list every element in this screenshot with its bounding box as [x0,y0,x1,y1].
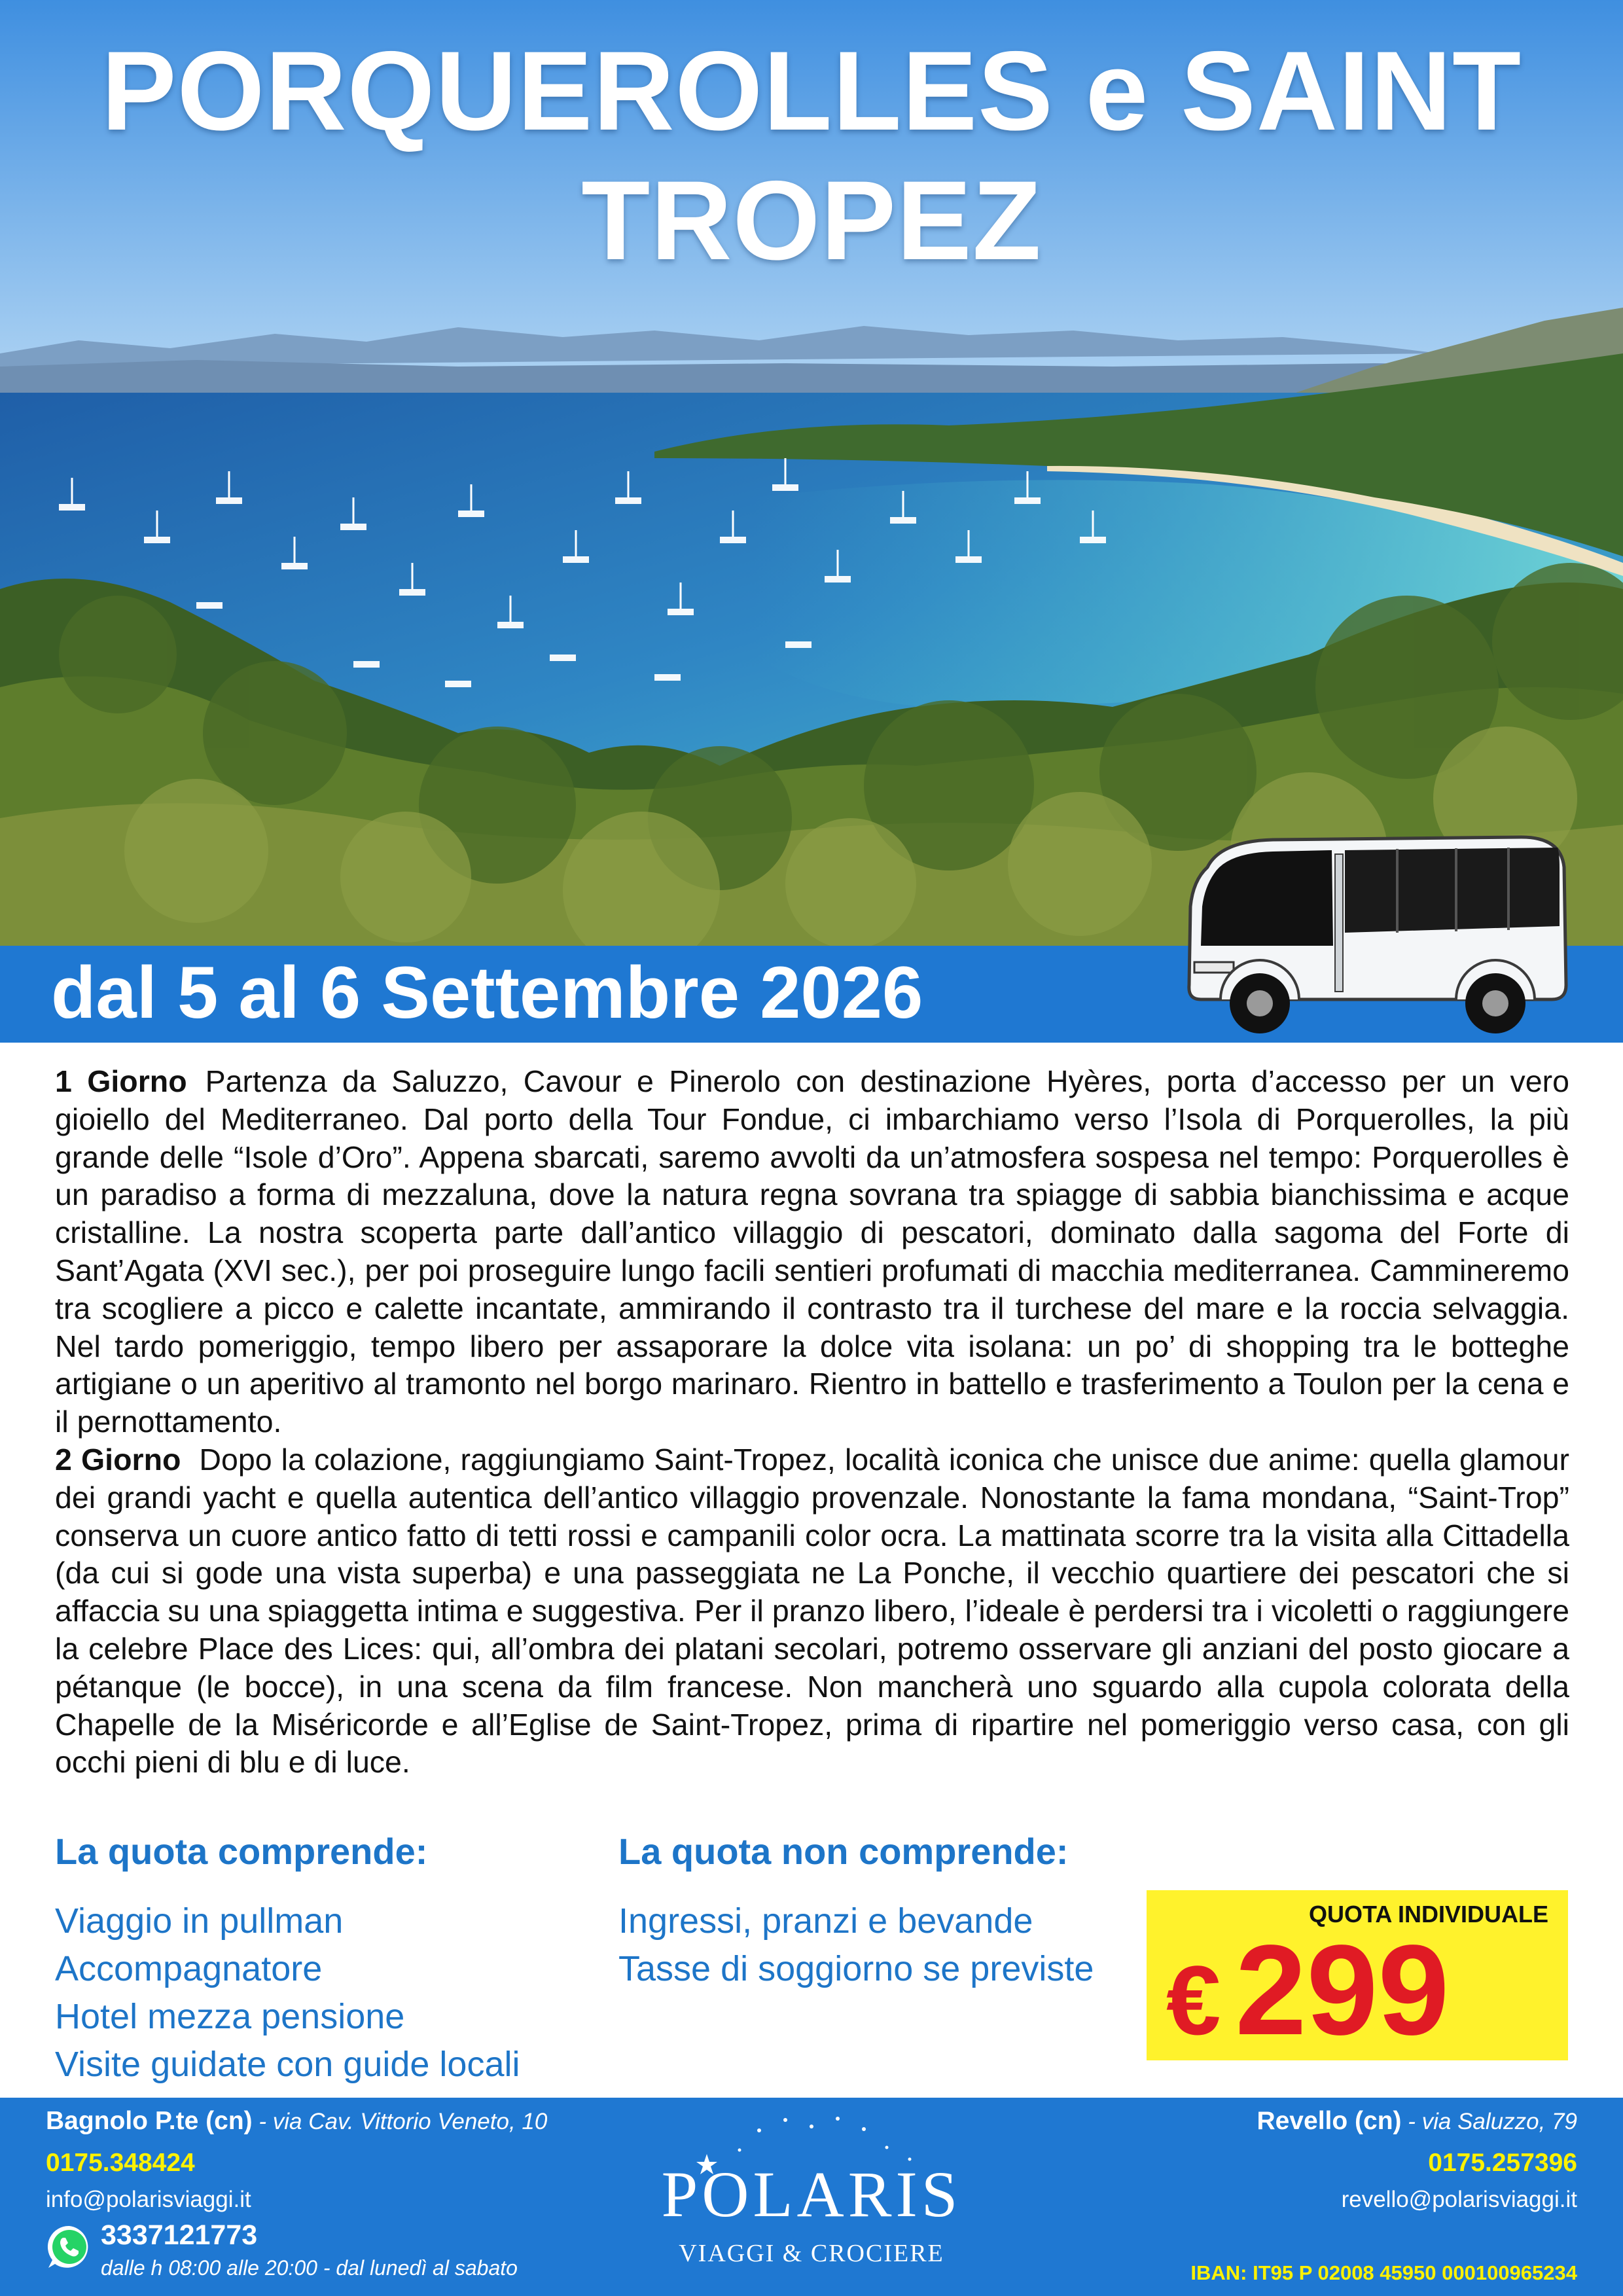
office-city: Bagnolo P.te (cn) [46,2107,253,2135]
hero-photo [0,0,1623,946]
office-bagnolo: Bagnolo P.te (cn) - via Cav. Vittorio Veneto, 10 0175.348424 info@polarisviaggi.it [46,2107,548,2212]
page-title: PORQUEROLLES e SAINT TROPEZ [101,28,1522,283]
itinerary-day-2 [55,1441,1569,1782]
price-includes [55,1830,520,2089]
price-amount: 299 [1235,1918,1450,2062]
office-phone[interactable]: 0175.257396 [1428,2149,1577,2177]
list-item: Accompagnatore [55,1949,323,1988]
day-label: 1 Giorno [55,1064,187,1098]
logo-name: POLARIS [661,2158,962,2231]
includes-heading: La quota comprende: [55,1831,428,1872]
logo-subtitle: VIAGGI & CROCIERE [679,2240,944,2267]
office-email[interactable]: info@polarisviaggi.it [46,2187,251,2212]
excludes-heading: La quota non comprende: [618,1831,1069,1872]
whatsapp-icon [46,2223,93,2270]
list-item: Ingressi, pranzi e bevande [618,1901,1033,1941]
itinerary-day-1 [55,1063,1569,1441]
price-label: QUOTA INDIVIDUALE [1309,1901,1548,1928]
day-description: Dopo la colazione, raggiungiamo Saint-Tropez, località iconica che unisce due anime: quella glamour dei grandi yacht e quella autentica dell’antico villaggio provenzale. Nonostante la fama mondana, “Saint-Trop” conserva un cuore antico fatto di tetti rossi e campanili color ocra. La mattinata scorre tra la visita alla Cittadella (da cui si gode una vista superba) e una passeggiata ne La Ponche, il vecchio quartiere dei pescatori che si affaccia su una spiaggetta intima e suggestiva. Per il pranzo libero, l’ideale è perdersi tra i vicoletti o raggiungere la celebre Place des Lices: qui, all’ombra dei platani secolari, potremo osservare gli anziani del posto giocare a pétanque (le bocce), in una scena da film francese. Non mancherà uno sguardo alla cupola colorata della Chapelle de la Miséricorde e all’Eglise de Saint-Tropez, prima di ripartire nel pomeriggio verso casa, con gli occhi pieni di blu e di luce. [55,1442,1569,1780]
trip-dates: dal 5 al 6 Settembre 2026 [51,952,923,1033]
price-excludes [618,1830,1094,1993]
price-box [1147,1890,1568,2060]
office-email[interactable]: revello@polarisviaggi.it [1341,2187,1577,2212]
office-phone[interactable]: 0175.348424 [46,2149,195,2177]
whatsapp-number[interactable]: 3337121773 [101,2219,258,2251]
list-item: Visite guidate con guide locali [55,2045,520,2084]
polaris-logo [661,2111,962,2274]
list-item: Viaggio in pullman [55,1901,344,1941]
footer [0,2098,1623,2296]
day-description: Partenza da Saluzzo, Cavour e Pinerolo con destinazione Hyères, porta d’accesso per un vero gioiello del Mediterraneo. Dal porto della Tour Fondue, ci imbarchiamo verso l’Isola di Porquerolles, la più grande delle “Isole d’Oro”. Appena sbarcati, saremo avvolti da un’atmosfera sospesa nel tempo: Porquerolles è un paradiso a forma di mezzaluna, dove la natura regna sovrana tra spiagge di sabbia bianchissima e acque cristalline. La nostra scoperta parte dall’antico villaggio di pescatori, dominato dalla sagoma del Forte di Sant’Agata (XVI sec.), per poi proseguire lungo facili sentieri profumati di macchia mediterranea. Cammineremo tra scogliere a picco e calette incantate, ammirando il contrasto tra il turchese del mare e la roccia selvaggia. Nel tardo pomeriggio, tempo libero per assaporare la dolce vita isolana: un po’ di shopping tra le botteghe artigiane o un aperitivo al tramonto nel borgo marinaro. Rientro in battello e trasferimento a Toulon per la cena e il pernottamento. [55,1064,1570,1439]
price-value [1166,1918,1450,2069]
list-item: Hotel mezza pensione [55,1997,405,2036]
bus-icon [1181,828,1574,1037]
iban: IBAN: IT95 P 02008 45950 000100965234 [1190,2261,1577,2284]
currency-symbol: € [1166,1945,1221,2055]
whatsapp-hours: dalle h 08:00 alle 20:00 - dal lunedì al sabato [101,2256,518,2280]
office-revello: Revello (cn) - via Saluzzo, 79 0175.257396 revello@polarisviaggi.it [1257,2107,1577,2212]
list-item: Tasse di soggiorno se previste [618,1949,1094,1988]
day-label: 2 Giorno [55,1442,181,1477]
office-address: via Cav. Vittorio Veneto, 10 [272,2109,548,2134]
itinerary [55,1063,1569,1782]
office-address: via Saluzzo, 79 [1421,2109,1577,2134]
office-city: Revello (cn) [1257,2107,1402,2135]
